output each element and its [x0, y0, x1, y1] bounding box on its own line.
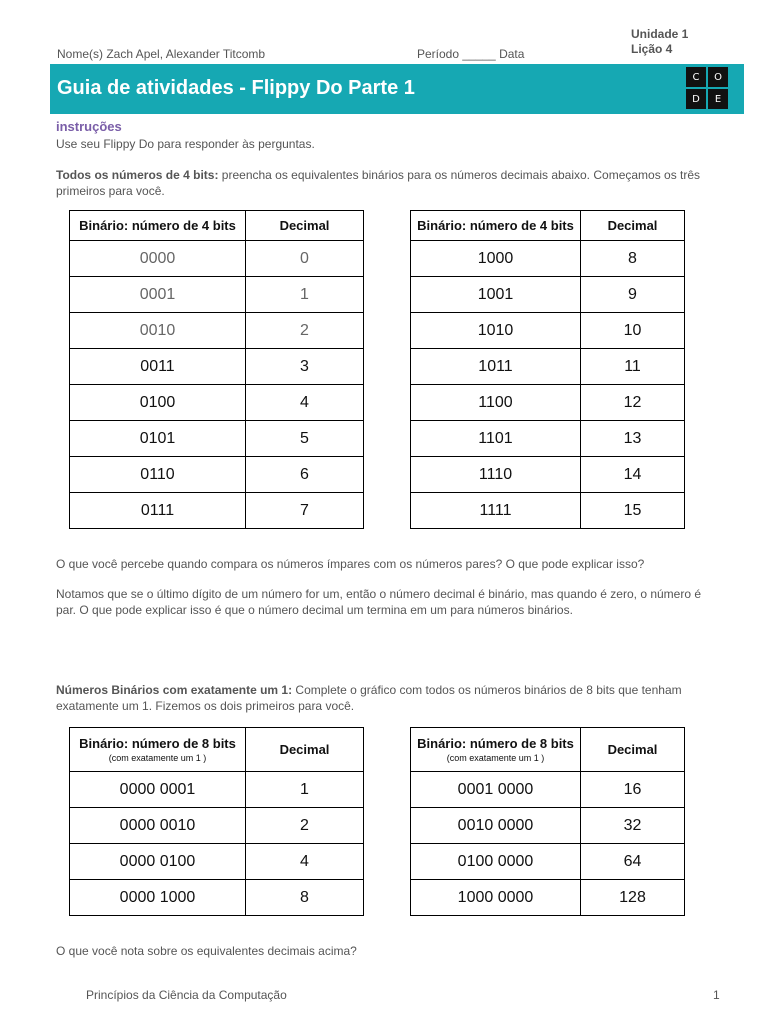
- header-binary: Binário: número de 4 bits: [70, 211, 246, 241]
- binary-cell: 1000: [411, 241, 581, 277]
- header-binary-8bit: [411, 728, 581, 772]
- section2-text: Complete o gráfico com todos os números binários de 8 bits que tenham exatamente um 1. Fizemos os dois primeiros para você.: [56, 683, 682, 713]
- binary-cell: 1010: [411, 313, 581, 349]
- decimal-cell: 3: [246, 349, 364, 385]
- logo-letter: D: [686, 89, 706, 109]
- binary-cell: 0000 0001: [70, 772, 246, 808]
- decimal-cell: 32: [581, 808, 685, 844]
- binary-cell: 1001: [411, 277, 581, 313]
- lesson-label: Lição 4: [631, 42, 673, 56]
- header-binary-sub: (com exatamente um 1 ): [108, 753, 207, 763]
- section2-question: O que você nota sobre os equivalentes decimais acima?: [56, 944, 357, 958]
- section1-text: preencha os equivalentes binários para os números decimais abaixo. Começamos os três primeiros para você.: [56, 168, 701, 198]
- decimal-cell: 6: [246, 457, 364, 493]
- header-binary-8bit: [70, 728, 246, 772]
- binary-cell: 0001 0000: [411, 772, 581, 808]
- decimal-cell: 13: [581, 421, 685, 457]
- binary-cell: 0101: [70, 421, 246, 457]
- binary-cell: 0111: [70, 493, 246, 529]
- decimal-cell: 2: [246, 808, 364, 844]
- decimal-cell: 11: [581, 349, 685, 385]
- binary-cell: 1000 0000: [411, 880, 581, 916]
- header-binary-sub: (com exatamente um 1 ): [446, 753, 545, 763]
- decimal-cell: 1: [246, 772, 364, 808]
- binary-cell: 0000 0100: [70, 844, 246, 880]
- decimal-cell: 4: [246, 385, 364, 421]
- logo-letter: C: [686, 67, 706, 87]
- header-decimal: Decimal: [246, 728, 364, 772]
- binary-cell: 0100 0000: [411, 844, 581, 880]
- unit-label: Unidade 1: [631, 27, 689, 41]
- header-decimal: Decimal: [581, 211, 685, 241]
- header-decimal: Decimal: [246, 211, 364, 241]
- logo-letter: O: [708, 67, 728, 87]
- binary-cell: 0100: [70, 385, 246, 421]
- code-logo-icon: [686, 67, 728, 109]
- decimal-cell: 1: [246, 277, 364, 313]
- decimal-cell: 64: [581, 844, 685, 880]
- section1-question: O que você percebe quando compara os números ímpares com os números pares? O que pode explicar isso?: [56, 557, 645, 571]
- instructions-heading: instruções: [56, 119, 122, 134]
- decimal-cell: 4: [246, 844, 364, 880]
- binary-cell: 0001: [70, 277, 246, 313]
- instructions-text: Use seu Flippy Do para responder às perguntas.: [56, 137, 315, 151]
- binary-cell: 0000 0010: [70, 808, 246, 844]
- footer-course: Princípios da Ciência da Computação: [86, 988, 287, 1002]
- binary-cell: 0110: [70, 457, 246, 493]
- four-bit-table-left: [69, 210, 364, 529]
- decimal-cell: 10: [581, 313, 685, 349]
- section1-answer: Notamos que se o último dígito de um número for um, então o número decimal é binário, mas quando é zero, o número é par. O que pode explicar isso é que o número decimal um termina em um para números binários.: [56, 587, 702, 617]
- decimal-cell: 5: [246, 421, 364, 457]
- binary-cell: 0010: [70, 313, 246, 349]
- header-decimal: Decimal: [581, 728, 685, 772]
- decimal-cell: 12: [581, 385, 685, 421]
- binary-cell: 1111: [411, 493, 581, 529]
- title-banner: [50, 64, 744, 114]
- header-binary-text: Binário: número de 8 bits: [79, 736, 236, 751]
- decimal-cell: 7: [246, 493, 364, 529]
- unit-lesson-label: [631, 27, 688, 57]
- page-title: Guia de atividades - Flippy Do Parte 1: [57, 77, 415, 99]
- decimal-cell: 9: [581, 277, 685, 313]
- decimal-cell: 128: [581, 880, 685, 916]
- binary-cell: 0011: [70, 349, 246, 385]
- decimal-cell: 16: [581, 772, 685, 808]
- decimal-cell: 15: [581, 493, 685, 529]
- names-field: Nome(s) Zach Apel, Alexander Titcomb: [57, 47, 266, 61]
- decimal-cell: 2: [246, 313, 364, 349]
- period-date-field: Período _____ Data: [417, 47, 525, 61]
- binary-cell: 0010 0000: [411, 808, 581, 844]
- eight-bit-table-left: [69, 727, 364, 916]
- section1-prompt: [56, 167, 716, 199]
- decimal-cell: 8: [581, 241, 685, 277]
- four-bit-table-right: [410, 210, 685, 529]
- page-number: 1: [713, 988, 720, 1002]
- decimal-cell: 14: [581, 457, 685, 493]
- eight-bit-table-right: [410, 727, 685, 916]
- binary-cell: 0000 1000: [70, 880, 246, 916]
- binary-cell: 1100: [411, 385, 581, 421]
- decimal-cell: 0: [246, 241, 364, 277]
- binary-cell: 1011: [411, 349, 581, 385]
- binary-cell: 1110: [411, 457, 581, 493]
- header-binary: Binário: número de 4 bits: [411, 211, 581, 241]
- section2-prompt: [56, 682, 716, 714]
- decimal-cell: 8: [246, 880, 364, 916]
- binary-cell: 1101: [411, 421, 581, 457]
- section2-bold: Números Binários com exatamente um 1:: [56, 683, 293, 697]
- section1-bold: Todos os números de 4 bits:: [56, 168, 219, 182]
- binary-cell: 0000: [70, 241, 246, 277]
- header-binary-text: Binário: número de 8 bits: [417, 736, 574, 751]
- logo-letter: E: [708, 89, 728, 109]
